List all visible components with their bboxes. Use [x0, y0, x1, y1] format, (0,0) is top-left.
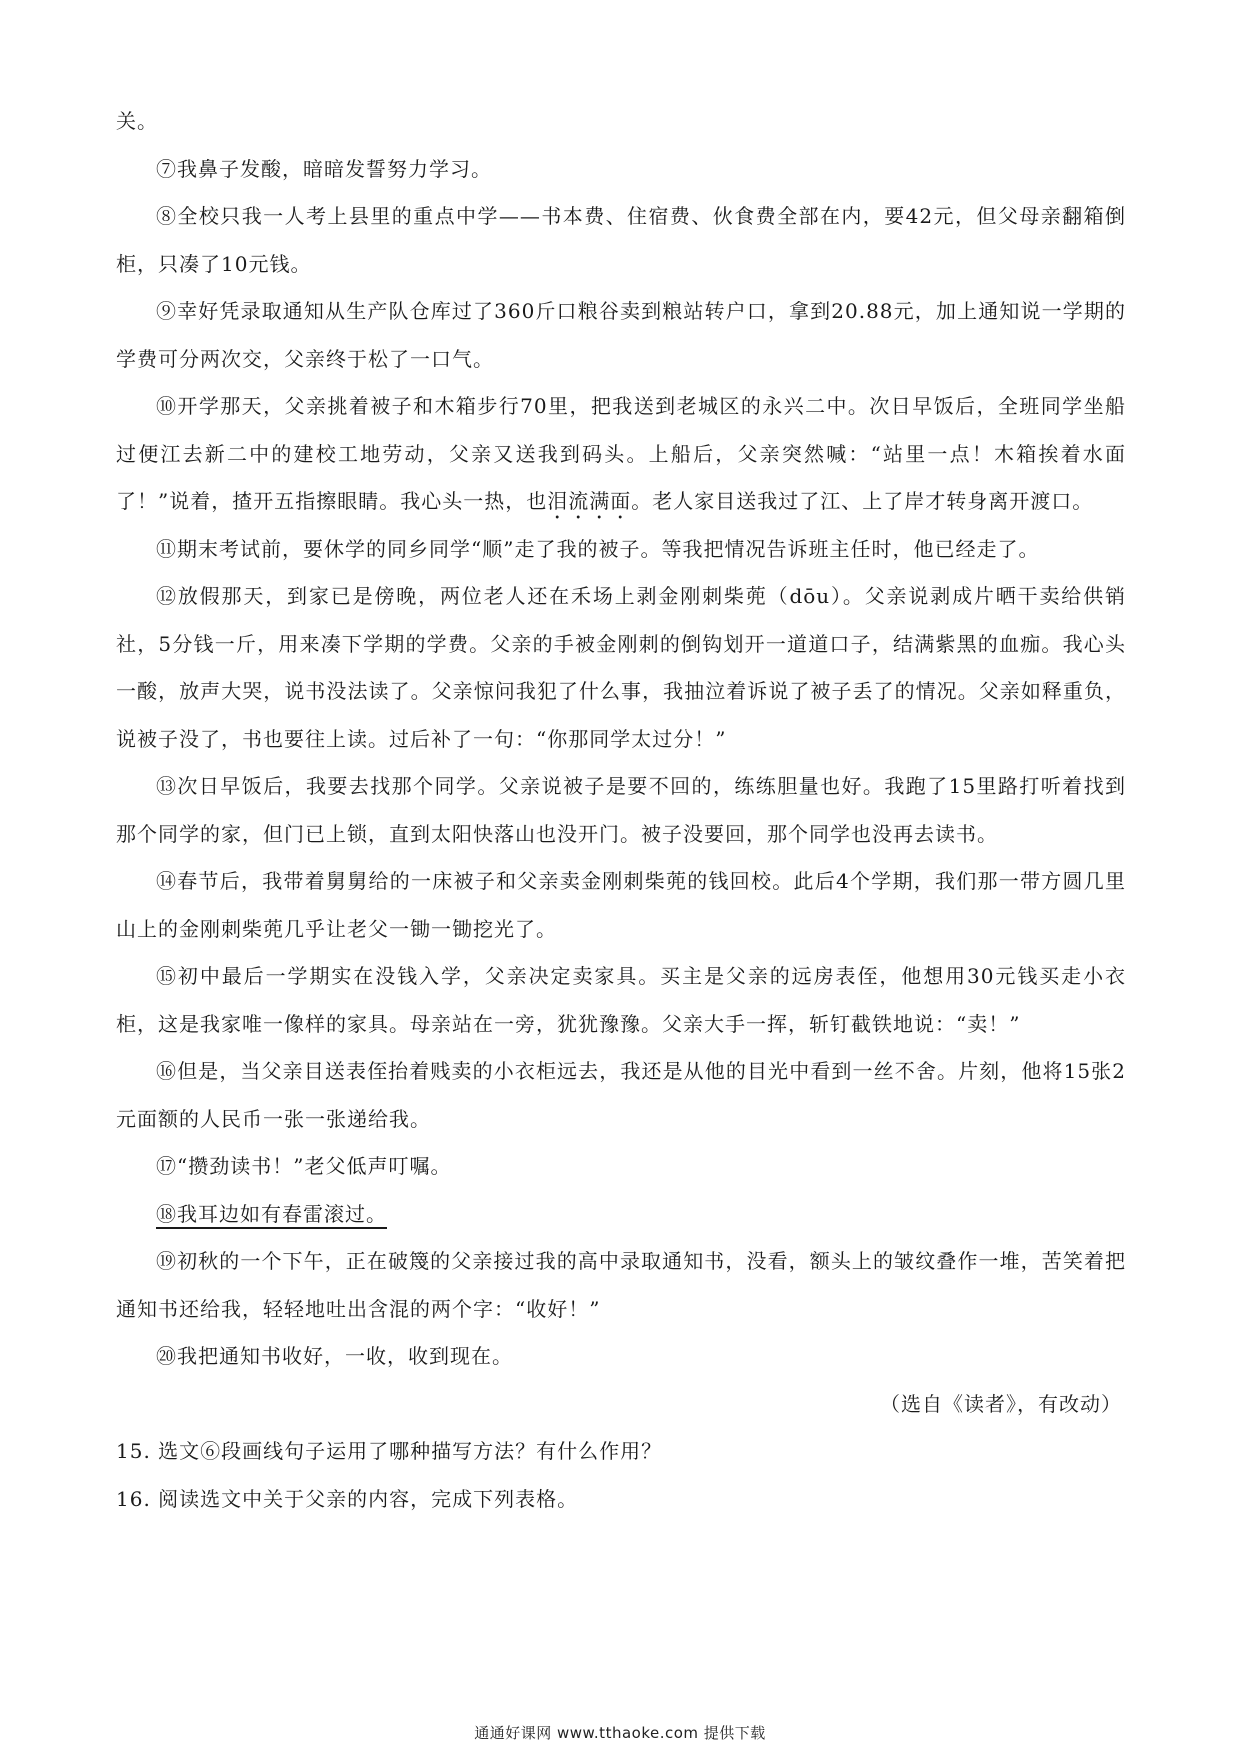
source-note: （选自《读者》，有改动） — [880, 1391, 1122, 1416]
paragraph-14: ⑭春节后，我带着舅舅给的一床被子和父亲卖金刚刺柴蔸的钱回校。此后4个学期，我们那一带方圆几里山上的金刚刺柴蔸几乎让老父一锄一锄挖光了。 — [116, 869, 1126, 941]
paragraph-15: ⑮初中最后一学期实在没钱入学，父亲决定卖家具。买主是父亲的远房表侄，他想用30元钱买走小衣柜，这是我家唯一像样的家具。母亲站在一旁，犹犹豫豫。父亲大手一挥，斩钉截铁地说：“卖！” — [116, 964, 1126, 1036]
underlined-sentence: ⑱我耳边如有春雷滚过。 — [156, 1201, 387, 1226]
paragraph-11: ⑪期末考试前，要休学的同乡同学“顺”走了我的被子。等我把情况告诉班主任时，他已经走了。 — [156, 536, 1040, 561]
paragraph-9: ⑨幸好凭录取通知从生产队仓库过了360斤口粮谷卖到粮站转户口，拿到20.88元，加上通知说一学期的学费可分两次交，父亲终于松了一口气。 — [116, 299, 1126, 371]
emphasized-phrase: 泪流满面 — [547, 489, 632, 513]
paragraph-tail: 关。 — [116, 109, 158, 133]
paragraph-12: ⑫放假那天，到家已是傍晚，两位老人还在禾场上剥金刚刺柴蔸（dōu）。父亲说剥成片晒干卖给供销社，5分钱一斤，用来凑下学期的学费。父亲的手被金刚刺的倒钩划开一道道口子，结满紫黑的血痂。我心头一酸，放声大哭，说书没法读了。父亲惊问我犯了什么事，我抽泣着诉说了被子丢了的情况。父亲如释重负，说被子没了，书也要往上读。过后补了一句：“你那同学太过分！” — [116, 584, 1126, 751]
paragraph-18 — [116, 1191, 1126, 1239]
paragraph-7: ⑦我鼻子发酸，暗暗发誓努力学习。 — [156, 156, 492, 181]
paragraph-13: ⑬次日早饭后，我要去找那个同学。父亲说被子是要不回的，练练胆量也好。我跑了15里路打听着找到那个同学的家，但门已上锁，直到太阳快落山也没开门。被子没要回，那个同学也没再去读书。 — [116, 774, 1126, 846]
question-16: 16. 阅读选文中关于父亲的内容，完成下列表格。 — [116, 1486, 579, 1511]
paragraph-19: ⑲初秋的一个下午，正在破篾的父亲接过我的高中录取通知书，没看，额头上的皱纹叠作一堆，苦笑着把通知书还给我，轻轻地吐出含混的两个字：“收好！” — [116, 1249, 1126, 1321]
paragraph-10-part-b: 。老人家目送我过了江、上了岸才转身离开渡口。 — [631, 489, 1094, 513]
passage-body — [116, 98, 1126, 1523]
paragraph-17: ⑰“攒劲读书！”老父低声叮嘱。 — [156, 1154, 452, 1178]
question-15: 15. 选文⑥段画线句子运用了哪种描写方法？有什么作用？ — [116, 1439, 663, 1463]
paragraph-10-part-a: ⑩开学那天，父亲挑着被子和木箱步行70里，把我送到老城区的永兴二中。次日早饭后，全班同学坐船过便江去新二中的建校工地劳动，父亲又送我到码头。上船后，父亲突然喊：“站里一点！木箱挨着水面了！”说着，揸开五指擦眼睛。我心头一热，也 — [116, 394, 1126, 513]
paragraph-8: ⑧全校只我一人考上县里的重点中学——书本费、住宿费、伙食费全部在内，要42元，但父母亲翻箱倒柜，只凑了10元钱。 — [116, 204, 1126, 276]
paragraph-10 — [116, 383, 1126, 526]
paragraph-16: ⑯但是，当父亲目送表侄抬着贱卖的小衣柜远去，我还是从他的目光中看到一丝不舍。片刻，他将15张2元面额的人民币一张一张递给我。 — [116, 1059, 1126, 1131]
page-footer: 通通好课网 www.tthaoke.com 提供下载 — [474, 1724, 766, 1742]
paragraph-20: ⑳我把通知书收好，一收，收到现在。 — [156, 1344, 513, 1368]
